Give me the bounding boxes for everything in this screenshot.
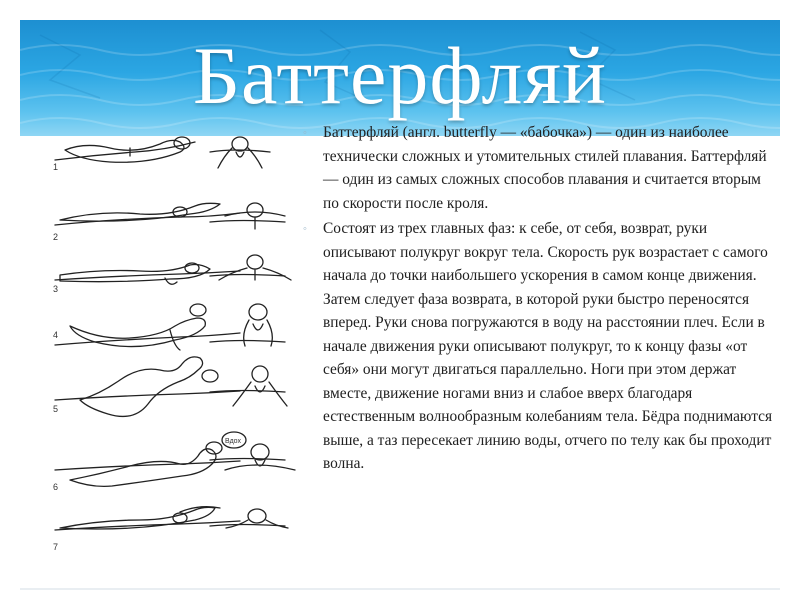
phase-6-front [210,444,295,470]
breath-label: Вдох [225,438,241,445]
bullet-icon: ◦ [303,223,307,235]
phase-7-side [55,507,240,530]
phase-1-side [55,137,195,162]
slide-body [303,121,773,478]
frame-number-1: 1 [53,162,59,172]
title-banner [20,20,780,136]
paragraph-definition [303,121,773,215]
butterfly-stroke-illustration [50,130,300,570]
phase-5-side [55,357,240,417]
frame-number-7: 7 [53,542,59,552]
phase-3-front [210,255,291,280]
stroke-phases-drawing [50,130,300,570]
phase-3-side [55,263,240,284]
frame-number-2: 2 [53,232,59,242]
slide-title: Баттерфляй [192,30,608,121]
bottom-divider [20,588,780,590]
phase-1-front [210,137,270,168]
phase-7-front [210,509,288,528]
bullet-icon: ◦ [303,127,307,139]
frame-number-4: 4 [53,330,59,340]
phase-4-side [55,304,240,350]
paragraph-text: Состоят из трех главных фаз: к себе, от себя, возврат, руки описывают полукруг вокруг тела. Скорость рук возрастает с самого начала до точки наибольшего ускорения в самом конце движения. Затем следует фаза возврата, в которой руки быстро переносятся вперед. Руки снова погружаются в воду на расстоянии плеч. Если в начале движения руки описывают полукруг, то к концу фазы «от себя» они могут двигаться параллельно. Ноги при этом держат вместе, движение ногами вниз и слабое вверх благодаря естественным волнообразным колебаниям тела. Бёдра поднимаются выше, а таз пересекает линию воды, отчего по телу как бы проходит волна. [323,220,773,472]
paragraph-technique [303,217,773,476]
frame-number-5: 5 [53,404,59,414]
phase-2-front [210,203,285,229]
paragraph-text: Баттерфляй (англ. butterfly — «бабочка») — один из наиболее технически сложных и утомительных стилей плавания. Баттерфляй — один из самых сложных способов плавания и считается вторым по скорости после кроля. [323,124,767,212]
frame-number-3: 3 [53,284,59,294]
phase-5-front [210,366,287,406]
phase-4-front [210,304,285,346]
frame-number-6: 6 [53,482,59,492]
